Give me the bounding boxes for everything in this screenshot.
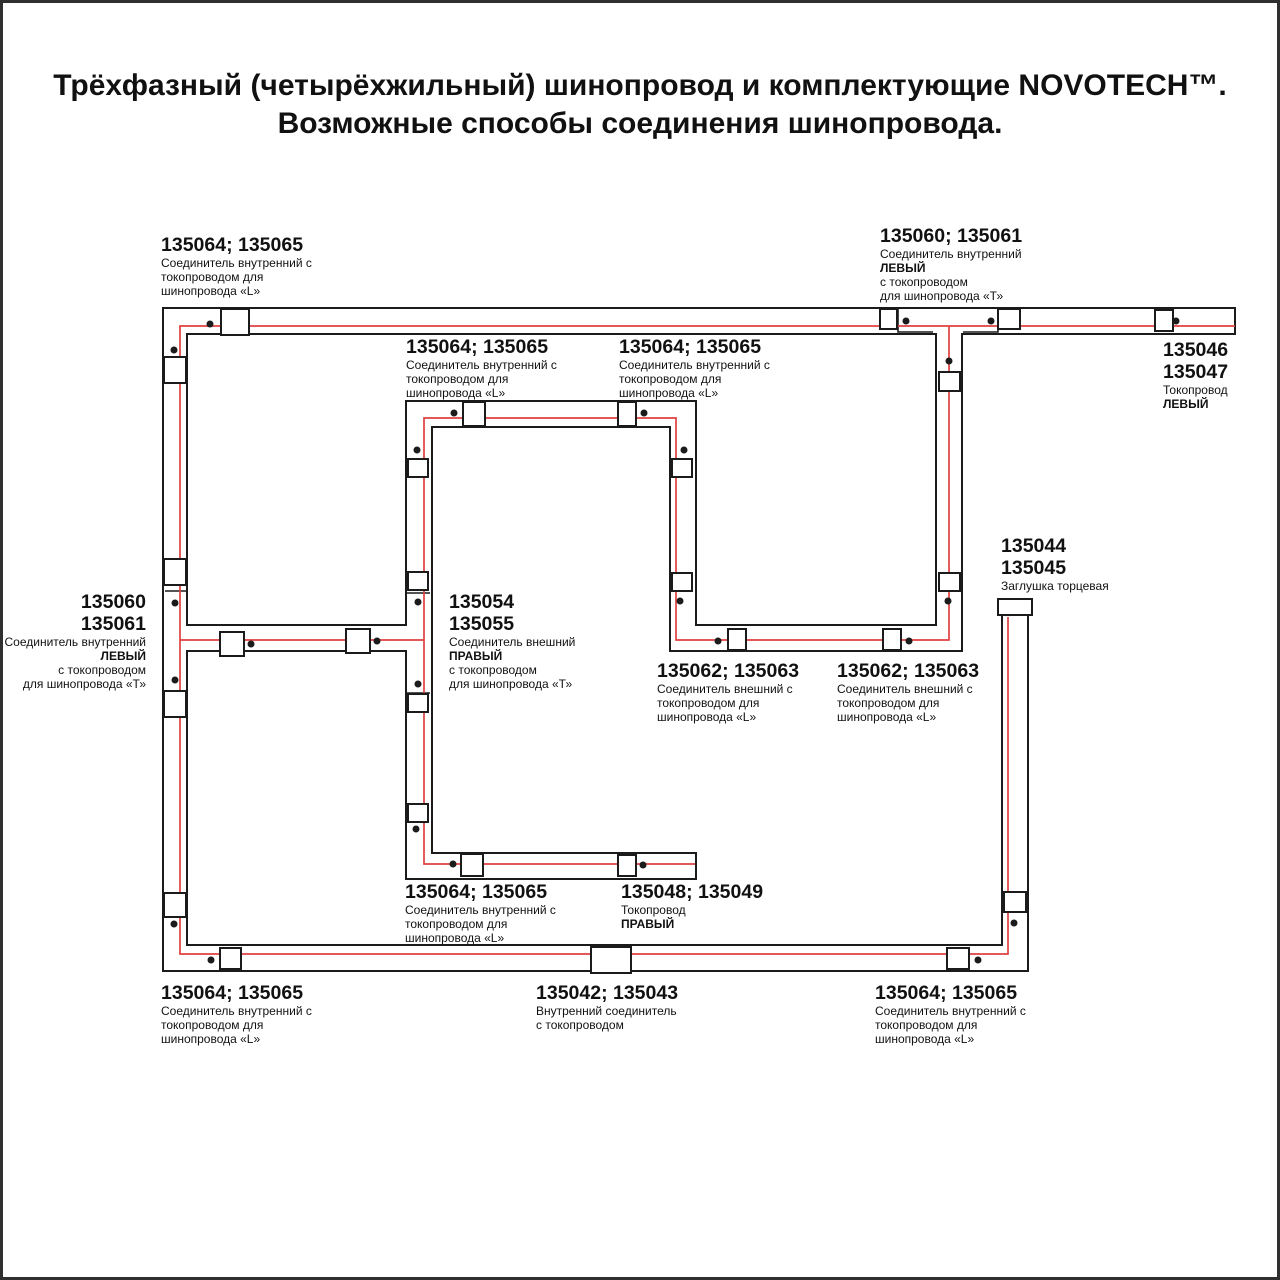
label-internal-connector-bottom-center [536,982,678,1032]
connector-box [164,893,186,917]
contact-dot [677,598,684,605]
end-cap [998,599,1032,615]
contact-dot [988,318,995,325]
contact-dot [1011,920,1018,927]
contact-dot [975,957,982,964]
part-description: для шинопровода «Т» [22,677,146,691]
connector-box [591,947,631,973]
part-description: с токопроводом [536,1018,624,1032]
part-description: для шинопровода «Т» [449,677,573,691]
part-description: токопроводом для [837,696,940,710]
power-wires [180,326,1235,954]
part-description: с токопроводом [880,275,968,289]
contact-dot [208,957,215,964]
track-inner-outline [187,334,936,625]
label-connector-internal-L-bottom-middle [405,881,556,945]
connector-box [164,357,186,383]
part-number: 135047 [1163,361,1229,383]
connector-box [672,573,692,591]
connector-box [998,309,1020,329]
connector-box [164,691,186,717]
contact-dot [903,318,910,325]
part-number: 135054 [449,591,515,613]
part-number: 135062; 135063 [657,660,800,682]
page-title: Трёхфазный (четырёхжильный) шинопровод и комплектующие NOVOTECH™. [53,69,1227,102]
contact-dot [415,599,422,606]
connector-box [408,459,428,477]
contact-dot [715,638,722,645]
contact-dot [374,638,381,645]
label-connector-internal-L-bottom-left [161,982,312,1046]
connector-box [618,402,636,426]
part-description: токопроводом для [875,1018,978,1032]
part-description: шинопровода «L» [406,386,506,400]
part-number: 135064; 135065 [405,881,548,903]
part-description: с токопроводом [58,663,146,677]
part-number: 135064; 135065 [406,336,549,358]
part-number: 135045 [1001,557,1067,579]
label-connector-internal-L-top-left [161,234,312,298]
part-number: 135064; 135065 [161,982,304,1004]
part-description: шинопровода «L» [161,284,261,298]
connector-box [408,572,428,590]
part-number: 135061 [80,613,146,635]
connector-box [883,629,901,650]
label-connector-external-right-T-center [449,591,575,691]
contact-dot [171,921,178,928]
connector-box [220,948,241,969]
connector-box [618,855,636,876]
contact-dot [640,862,647,869]
part-description: шинопровода «L» [875,1032,975,1046]
part-description: шинопровода «L» [161,1032,261,1046]
part-description: токопроводом для [406,372,509,386]
part-number: 135064; 135065 [619,336,762,358]
part-description: шинопровода «L» [405,931,505,945]
part-number: 135048; 135049 [621,881,764,903]
connector-box [463,402,485,426]
connector-box [164,559,186,585]
connector-box [408,804,428,822]
part-number: 135060 [80,591,146,613]
part-description: Токопровод [1163,383,1228,397]
label-connector-internal-left-T-left [4,591,146,691]
part-description: токопроводом для [619,372,722,386]
contact-dot [207,321,214,328]
part-description: токопроводом для [405,917,508,931]
part-number: 135060; 135061 [880,225,1023,247]
part-description: токопроводом для [657,696,760,710]
label-connector-internal-left-T-top [880,225,1022,303]
connector-boxes [164,309,1173,973]
contact-dot [641,410,648,417]
part-description: ПРАВЫЙ [449,649,503,663]
label-feed-track-right [621,881,763,931]
connector-box [220,632,244,656]
connector-box [939,573,960,591]
label-connector-internal-L-inner-top-right [619,336,770,400]
connector-box [461,854,483,876]
part-number: 135064; 135065 [875,982,1018,1004]
connector-box [1004,892,1026,912]
contact-dot [945,598,952,605]
connector-box [346,629,370,653]
label-end-cap [1001,535,1109,593]
track-connection-diagram [3,3,1280,1280]
page-subtitle: Возможные способы соединения шинопровода. [277,107,1003,140]
contact-dot [172,600,179,607]
part-description: Соединитель внешний [449,635,576,649]
part-number: 135044 [1001,535,1067,557]
part-description: с токопроводом [449,663,537,677]
part-description: шинопровода «L» [619,386,719,400]
part-description: токопроводом для [161,1018,264,1032]
connector-box [1155,310,1173,331]
connector-box [221,309,249,335]
part-description: шинопровода «L» [837,710,937,724]
label-connector-external-L-inner-bottom-right [837,660,979,724]
connector-box [947,948,969,969]
part-description: шинопровода «L» [657,710,757,724]
part-description: Соединитель внутренний с [875,1004,1026,1018]
part-description: Соединитель внешний с [837,682,973,696]
part-description: ЛЕВЫЙ [880,261,926,275]
contact-dot [946,358,953,365]
contact-dot [415,681,422,688]
part-number: 135062; 135063 [837,660,980,682]
connector-box [408,694,428,712]
part-description: Токопровод [621,903,686,917]
contact-dot [906,638,913,645]
part-description: Соединитель внутренний [880,247,1022,261]
contact-dot [171,347,178,354]
contact-dot [1173,318,1180,325]
part-description: Соединитель внутренний с [406,358,557,372]
contact-dot [248,641,255,648]
connector-box [728,629,746,650]
connector-box [939,372,960,391]
part-description: Внутренний соединитель [536,1004,677,1018]
part-number: 135046 [1163,339,1229,361]
contact-dot [681,447,688,454]
part-number: 135064; 135065 [161,234,304,256]
part-number: 135042; 135043 [536,982,679,1004]
contact-dot [451,410,458,417]
part-description: Соединитель внешний с [657,682,793,696]
contact-dot [172,677,179,684]
part-description: ЛЕВЫЙ [100,649,146,663]
part-description: Соединитель внутренний с [619,358,770,372]
contact-dot [450,861,457,868]
part-description: ЛЕВЫЙ [1163,397,1209,411]
connector-box [672,459,692,477]
part-description: Соединитель внутренний с [161,1004,312,1018]
part-description: Соединитель внутренний с [161,256,312,270]
part-description: для шинопровода «Т» [880,289,1004,303]
part-description: токопроводом для [161,270,264,284]
label-connector-internal-L-bottom-right [875,982,1026,1046]
t-connector-seams [165,308,998,693]
label-feed-track-left [1163,339,1228,411]
part-description: ПРАВЫЙ [621,917,675,931]
part-number: 135055 [449,613,515,635]
contact-dot [413,826,420,833]
connector-box [880,309,897,329]
part-description: Заглушка торцевая [1001,579,1109,593]
part-description: Соединитель внутренний с [405,903,556,917]
part-description: Соединитель внутренний [4,635,146,649]
label-connector-external-L-inner-bottom-left [657,660,799,724]
contact-dot [414,447,421,454]
label-connector-internal-L-inner-top-left [406,336,557,400]
